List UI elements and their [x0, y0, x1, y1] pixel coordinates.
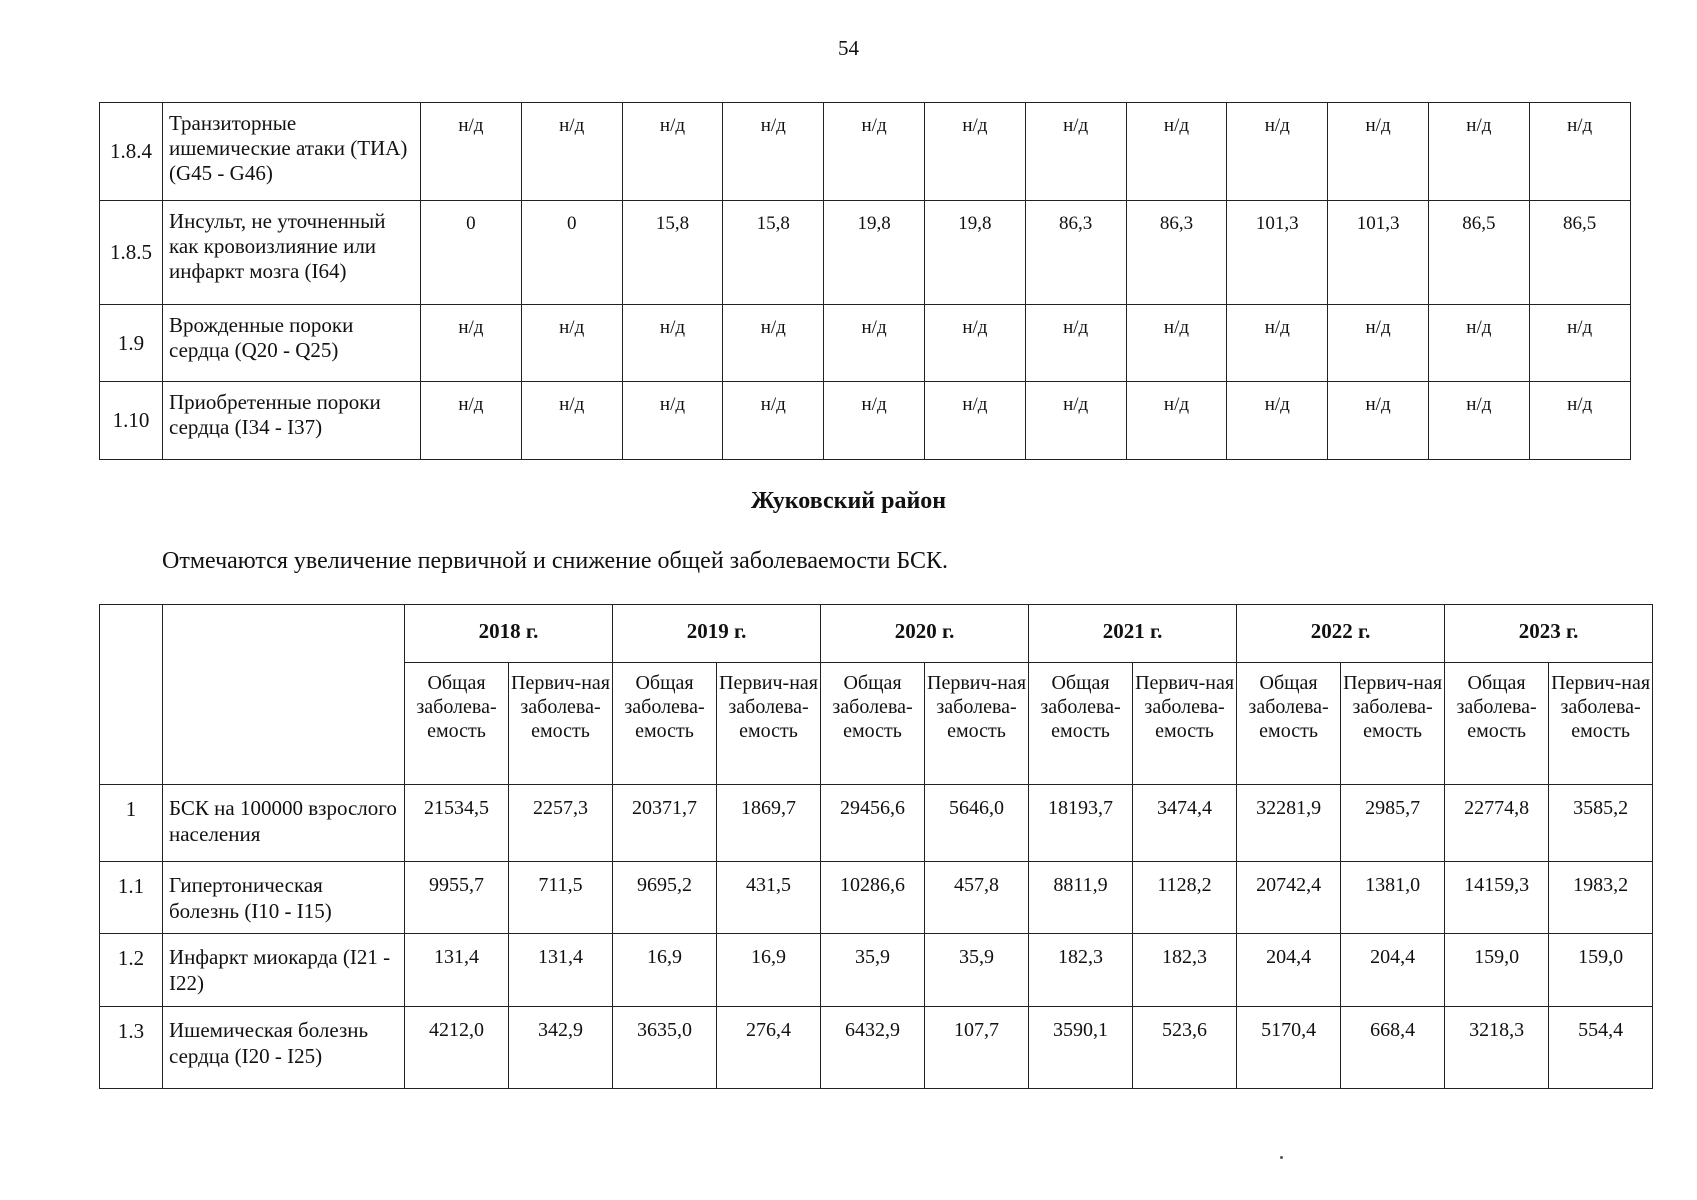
primary-morbidity-header: Первич-ная заболева-емость	[1341, 663, 1445, 785]
value-cell: 0	[521, 201, 622, 305]
page-number: 54	[838, 36, 859, 60]
value-cell: н/д	[824, 103, 925, 201]
year-header: 2021 г.	[1029, 605, 1237, 663]
value-cell: н/д	[723, 103, 824, 201]
row-number: 1.9	[100, 305, 163, 382]
value-cell: 21534,5	[405, 785, 509, 862]
row-name: Транзиторные ишемические атаки (ТИА) (G45 - G46)	[163, 103, 421, 201]
value-cell: н/д	[1328, 103, 1429, 201]
value-cell: н/д	[723, 382, 824, 460]
continued-morbidity-table	[99, 102, 1631, 460]
value-cell: 32281,9	[1237, 785, 1341, 862]
value-cell: н/д	[521, 103, 622, 201]
table-row	[100, 785, 1653, 862]
value-cell: 3635,0	[613, 1007, 717, 1089]
value-cell: 1128,2	[1133, 862, 1237, 934]
row-number: 1.3	[100, 1007, 163, 1089]
value-cell: 16,9	[613, 934, 717, 1007]
value-cell: 86,5	[1529, 201, 1630, 305]
value-cell: 19,8	[824, 201, 925, 305]
value-cell: 276,4	[717, 1007, 821, 1089]
value-cell: 159,0	[1445, 934, 1549, 1007]
value-cell: 431,5	[717, 862, 821, 934]
value-cell: н/д	[1529, 305, 1630, 382]
district-summary: Отмечаются увеличение первичной и снижение общей заболеваемости БСК.	[162, 548, 949, 574]
table-row	[100, 305, 1631, 382]
value-cell: н/д	[1227, 305, 1328, 382]
value-cell: 101,3	[1227, 201, 1328, 305]
value-cell: 131,4	[509, 934, 613, 1007]
value-cell: 101,3	[1328, 201, 1429, 305]
value-cell: 523,6	[1133, 1007, 1237, 1089]
year-header: 2022 г.	[1237, 605, 1445, 663]
row-name: Инсульт, не уточненный как кровоизлияние или инфаркт мозга (I64)	[163, 201, 421, 305]
value-cell: 20742,4	[1237, 862, 1341, 934]
row-number: 1.8.5	[100, 201, 163, 305]
row-name: Гипертоническая болезнь (I10 - I15)	[163, 862, 405, 934]
value-cell: н/д	[924, 103, 1025, 201]
row-name: Инфаркт миокарда (I21 - I22)	[163, 934, 405, 1007]
value-cell: 711,5	[509, 862, 613, 934]
value-cell: н/д	[1428, 382, 1529, 460]
value-cell: н/д	[1025, 382, 1126, 460]
value-cell: 15,8	[622, 201, 723, 305]
row-name: Приобретенные пороки сердца (I34 - I37)	[163, 382, 421, 460]
value-cell: 0	[421, 201, 522, 305]
general-morbidity-header: Общая заболева-емость	[1237, 663, 1341, 785]
value-cell: 1983,2	[1549, 862, 1653, 934]
value-cell: н/д	[824, 305, 925, 382]
value-cell: 2985,7	[1341, 785, 1445, 862]
value-cell: н/д	[924, 382, 1025, 460]
value-cell: н/д	[1126, 305, 1227, 382]
value-cell: 3590,1	[1029, 1007, 1133, 1089]
value-cell: н/д	[622, 382, 723, 460]
year-header: 2020 г.	[821, 605, 1029, 663]
value-cell: 1869,7	[717, 785, 821, 862]
district-morbidity-table	[99, 604, 1653, 1089]
row-number: 1.10	[100, 382, 163, 460]
value-cell: н/д	[723, 305, 824, 382]
value-cell: 5646,0	[925, 785, 1029, 862]
value-cell: н/д	[622, 305, 723, 382]
value-cell: н/д	[1328, 305, 1429, 382]
table-row	[100, 1007, 1653, 1089]
value-cell: н/д	[1328, 382, 1429, 460]
table-row	[100, 103, 1631, 201]
general-morbidity-header: Общая заболева-емость	[1029, 663, 1133, 785]
value-cell: 5170,4	[1237, 1007, 1341, 1089]
primary-morbidity-header: Первич-ная заболева-емость	[509, 663, 613, 785]
scan-speck	[1280, 1156, 1283, 1159]
header-name-cell	[163, 605, 405, 785]
value-cell: 668,4	[1341, 1007, 1445, 1089]
row-number: 1.8.4	[100, 103, 163, 201]
value-cell: 9695,2	[613, 862, 717, 934]
value-cell: 20371,7	[613, 785, 717, 862]
table-row	[100, 382, 1631, 460]
district-title: Жуковский район	[750, 488, 947, 514]
primary-morbidity-header: Первич-ная заболева-емость	[1133, 663, 1237, 785]
value-cell: 22774,8	[1445, 785, 1549, 862]
value-cell: 19,8	[924, 201, 1025, 305]
value-cell: 2257,3	[509, 785, 613, 862]
year-header: 2023 г.	[1445, 605, 1653, 663]
value-cell: 3585,2	[1549, 785, 1653, 862]
value-cell: н/д	[1529, 382, 1630, 460]
value-cell: н/д	[622, 103, 723, 201]
value-cell: 35,9	[925, 934, 1029, 1007]
table-row	[100, 201, 1631, 305]
general-morbidity-header: Общая заболева-емость	[613, 663, 717, 785]
value-cell: 342,9	[509, 1007, 613, 1089]
value-cell: н/д	[1428, 103, 1529, 201]
header-num-cell	[100, 605, 163, 785]
row-name: БСК на 100000 взрослого населения	[163, 785, 405, 862]
value-cell: 29456,6	[821, 785, 925, 862]
value-cell: н/д	[421, 382, 522, 460]
row-name: Врожденные пороки сердца (Q20 - Q25)	[163, 305, 421, 382]
value-cell: 159,0	[1549, 934, 1653, 1007]
row-number: 1	[100, 785, 163, 862]
row-name: Ишемическая болезнь сердца (I20 - I25)	[163, 1007, 405, 1089]
value-cell: 182,3	[1133, 934, 1237, 1007]
value-cell: 457,8	[925, 862, 1029, 934]
year-header: 2018 г.	[405, 605, 613, 663]
value-cell: 1381,0	[1341, 862, 1445, 934]
value-cell: 4212,0	[405, 1007, 509, 1089]
value-cell: н/д	[1227, 103, 1328, 201]
value-cell: н/д	[1529, 103, 1630, 201]
value-cell: н/д	[521, 305, 622, 382]
value-cell: 16,9	[717, 934, 821, 1007]
value-cell: 204,4	[1237, 934, 1341, 1007]
value-cell: 131,4	[405, 934, 509, 1007]
primary-morbidity-header: Первич-ная заболева-емость	[717, 663, 821, 785]
value-cell: н/д	[421, 103, 522, 201]
value-cell: 3474,4	[1133, 785, 1237, 862]
primary-morbidity-header: Первич-ная заболева-емость	[925, 663, 1029, 785]
value-cell: н/д	[1025, 103, 1126, 201]
table-row	[100, 934, 1653, 1007]
value-cell: 86,5	[1428, 201, 1529, 305]
value-cell: н/д	[824, 382, 925, 460]
value-cell: н/д	[924, 305, 1025, 382]
value-cell: 15,8	[723, 201, 824, 305]
value-cell: 554,4	[1549, 1007, 1653, 1089]
value-cell: н/д	[1126, 382, 1227, 460]
value-cell: н/д	[521, 382, 622, 460]
general-morbidity-header: Общая заболева-емость	[1445, 663, 1549, 785]
value-cell: 6432,9	[821, 1007, 925, 1089]
value-cell: 9955,7	[405, 862, 509, 934]
value-cell: 8811,9	[1029, 862, 1133, 934]
year-header: 2019 г.	[613, 605, 821, 663]
primary-morbidity-header: Первич-ная заболева-емость	[1549, 663, 1653, 785]
general-morbidity-header: Общая заболева-емость	[405, 663, 509, 785]
value-cell: 86,3	[1126, 201, 1227, 305]
value-cell: н/д	[1025, 305, 1126, 382]
value-cell: н/д	[1126, 103, 1227, 201]
value-cell: н/д	[1428, 305, 1529, 382]
row-number: 1.2	[100, 934, 163, 1007]
value-cell: 107,7	[925, 1007, 1029, 1089]
value-cell: 182,3	[1029, 934, 1133, 1007]
value-cell: 204,4	[1341, 934, 1445, 1007]
table-row	[100, 862, 1653, 934]
value-cell: н/д	[421, 305, 522, 382]
value-cell: 18193,7	[1029, 785, 1133, 862]
row-number: 1.1	[100, 862, 163, 934]
district-table-body	[100, 785, 1653, 1089]
table-header	[100, 605, 1653, 785]
general-morbidity-header: Общая заболева-емость	[821, 663, 925, 785]
value-cell: 3218,3	[1445, 1007, 1549, 1089]
value-cell: н/д	[1227, 382, 1328, 460]
value-cell: 35,9	[821, 934, 925, 1007]
value-cell: 14159,3	[1445, 862, 1549, 934]
value-cell: 10286,6	[821, 862, 925, 934]
value-cell: 86,3	[1025, 201, 1126, 305]
continued-table-body	[100, 103, 1631, 460]
